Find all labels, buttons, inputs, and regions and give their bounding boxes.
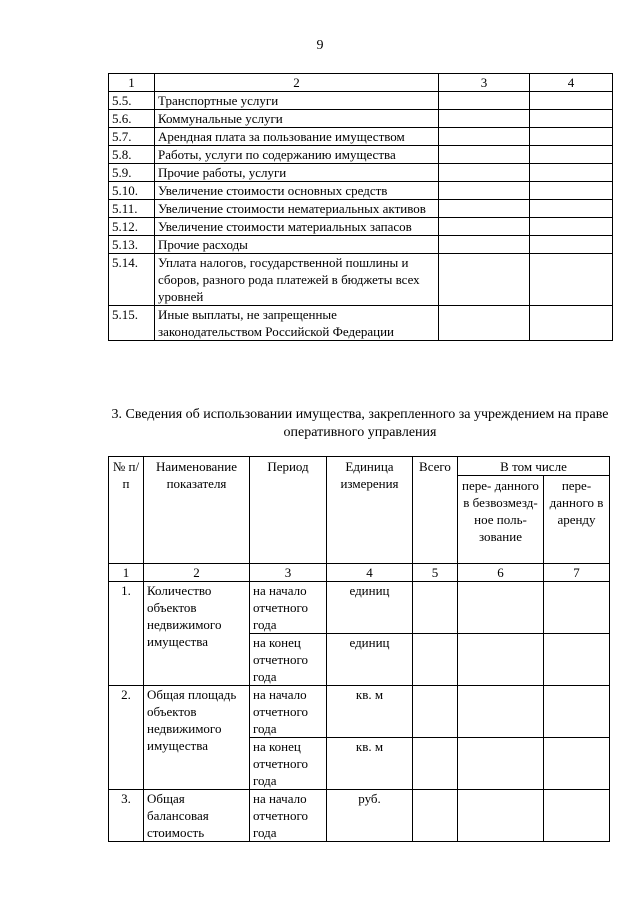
table-row [109, 200, 613, 218]
table-row [109, 254, 613, 306]
row-value [439, 254, 530, 306]
row-value [530, 146, 613, 164]
table-row [109, 92, 613, 110]
table-row [109, 146, 613, 164]
column-number-row [109, 564, 610, 582]
period-cell: на конец отчетного года [250, 738, 327, 790]
free-use-cell [458, 582, 544, 634]
table-row [109, 110, 613, 128]
period-cell: на конец отчетного года [250, 634, 327, 686]
lease-cell [544, 686, 610, 738]
row-value [530, 164, 613, 182]
column-number: 2 [144, 564, 250, 582]
expenses-table [108, 73, 613, 341]
free-use-cell [458, 686, 544, 738]
lease-cell [544, 738, 610, 790]
column-number: 6 [458, 564, 544, 582]
row-number: 5.9. [109, 164, 155, 182]
row-value [439, 218, 530, 236]
table-row [109, 236, 613, 254]
header-cell: 1 [109, 74, 155, 92]
row-name: Прочие работы, услуги [155, 164, 439, 182]
table-body [109, 92, 613, 341]
row-value [439, 146, 530, 164]
header-indicator: Наименование показателя [144, 457, 250, 564]
table-row [109, 306, 613, 341]
property-table [108, 456, 610, 842]
table-row [109, 164, 613, 182]
row-value [530, 236, 613, 254]
column-number: 5 [413, 564, 458, 582]
row-value [530, 128, 613, 146]
row-number: 5.14. [109, 254, 155, 306]
table-row [109, 218, 613, 236]
unit-cell: кв. м [327, 686, 413, 738]
unit-cell: единиц [327, 634, 413, 686]
total-cell [413, 790, 458, 842]
row-number: 5.8. [109, 146, 155, 164]
table-row [109, 790, 610, 842]
row-name: Уплата налогов, государственной пошлины и сборов, разного рода платежей в бюджеты всех уровней [155, 254, 439, 306]
row-number: 5.10. [109, 182, 155, 200]
table-row [109, 128, 613, 146]
header-num: № п/п [109, 457, 144, 564]
unit-cell: единиц [327, 582, 413, 634]
header-including: В том числе [458, 457, 610, 476]
free-use-cell [458, 738, 544, 790]
row-number: 5.11. [109, 200, 155, 218]
page-number: 9 [316, 38, 324, 53]
row-name: Работы, услуги по содержанию имущества [155, 146, 439, 164]
row-name: Прочие расходы [155, 236, 439, 254]
row-value [530, 182, 613, 200]
table-row [109, 182, 613, 200]
unit-cell: кв. м [327, 738, 413, 790]
row-value [439, 110, 530, 128]
indicator-name: Общая балансовая стоимость [144, 790, 250, 842]
column-number: 4 [327, 564, 413, 582]
row-value [530, 92, 613, 110]
section-title: 3. Сведения об использовании имущества, закрепленного за учреждением на праве оперативного управления [111, 407, 609, 440]
row-value [439, 164, 530, 182]
row-number: 5.15. [109, 306, 155, 341]
column-number: 1 [109, 564, 144, 582]
period-cell: на начало отчетного года [250, 790, 327, 842]
total-cell [413, 634, 458, 686]
row-name: Арендная плата за пользование имуществом [155, 128, 439, 146]
unit-cell: руб. [327, 790, 413, 842]
row-name: Увеличение стоимости нематериальных активов [155, 200, 439, 218]
lease-cell [544, 790, 610, 842]
header-cell: 4 [530, 74, 613, 92]
header-free-use: пере- данного в безвозмезд- ное поль- зование [458, 476, 544, 564]
row-value [439, 236, 530, 254]
total-cell [413, 738, 458, 790]
row-number: 5.12. [109, 218, 155, 236]
column-number: 3 [250, 564, 327, 582]
row-number: 5.6. [109, 110, 155, 128]
row-value [439, 128, 530, 146]
row-value [530, 254, 613, 306]
period-cell: на начало отчетного года [250, 582, 327, 634]
row-number: 1. [109, 582, 144, 686]
free-use-cell [458, 790, 544, 842]
row-value [439, 182, 530, 200]
total-cell [413, 582, 458, 634]
row-value [530, 306, 613, 341]
row-name: Транспортные услуги [155, 92, 439, 110]
column-number: 7 [544, 564, 610, 582]
table-header-row [109, 457, 610, 476]
lease-cell [544, 634, 610, 686]
indicator-name: Количество объектов недвижимого имущества [144, 582, 250, 686]
row-number: 5.5. [109, 92, 155, 110]
lease-cell [544, 582, 610, 634]
header-lease: пере- данного в аренду [544, 476, 610, 564]
row-number: 5.13. [109, 236, 155, 254]
free-use-cell [458, 634, 544, 686]
row-name: Увеличение стоимости материальных запасов [155, 218, 439, 236]
table-header-row [109, 74, 613, 92]
period-cell: на начало отчетного года [250, 686, 327, 738]
header-cell: 3 [439, 74, 530, 92]
row-number: 3. [109, 790, 144, 842]
header-total: Всего [413, 457, 458, 564]
row-name: Коммунальные услуги [155, 110, 439, 128]
row-number: 5.7. [109, 128, 155, 146]
header-period: Период [250, 457, 327, 564]
row-value [530, 110, 613, 128]
row-number: 2. [109, 686, 144, 790]
row-name: Иные выплаты, не запрещенные законодательством Российской Федерации [155, 306, 439, 341]
total-cell [413, 686, 458, 738]
table-body [109, 582, 610, 842]
row-value [530, 218, 613, 236]
table-row [109, 582, 610, 634]
header-unit: Единица измерения [327, 457, 413, 564]
row-value [530, 200, 613, 218]
row-value [439, 306, 530, 341]
indicator-name: Общая площадь объектов недвижимого имущества [144, 686, 250, 790]
row-value [439, 200, 530, 218]
table-row [109, 686, 610, 738]
row-value [439, 92, 530, 110]
header-cell: 2 [155, 74, 439, 92]
row-name: Увеличение стоимости основных средств [155, 182, 439, 200]
